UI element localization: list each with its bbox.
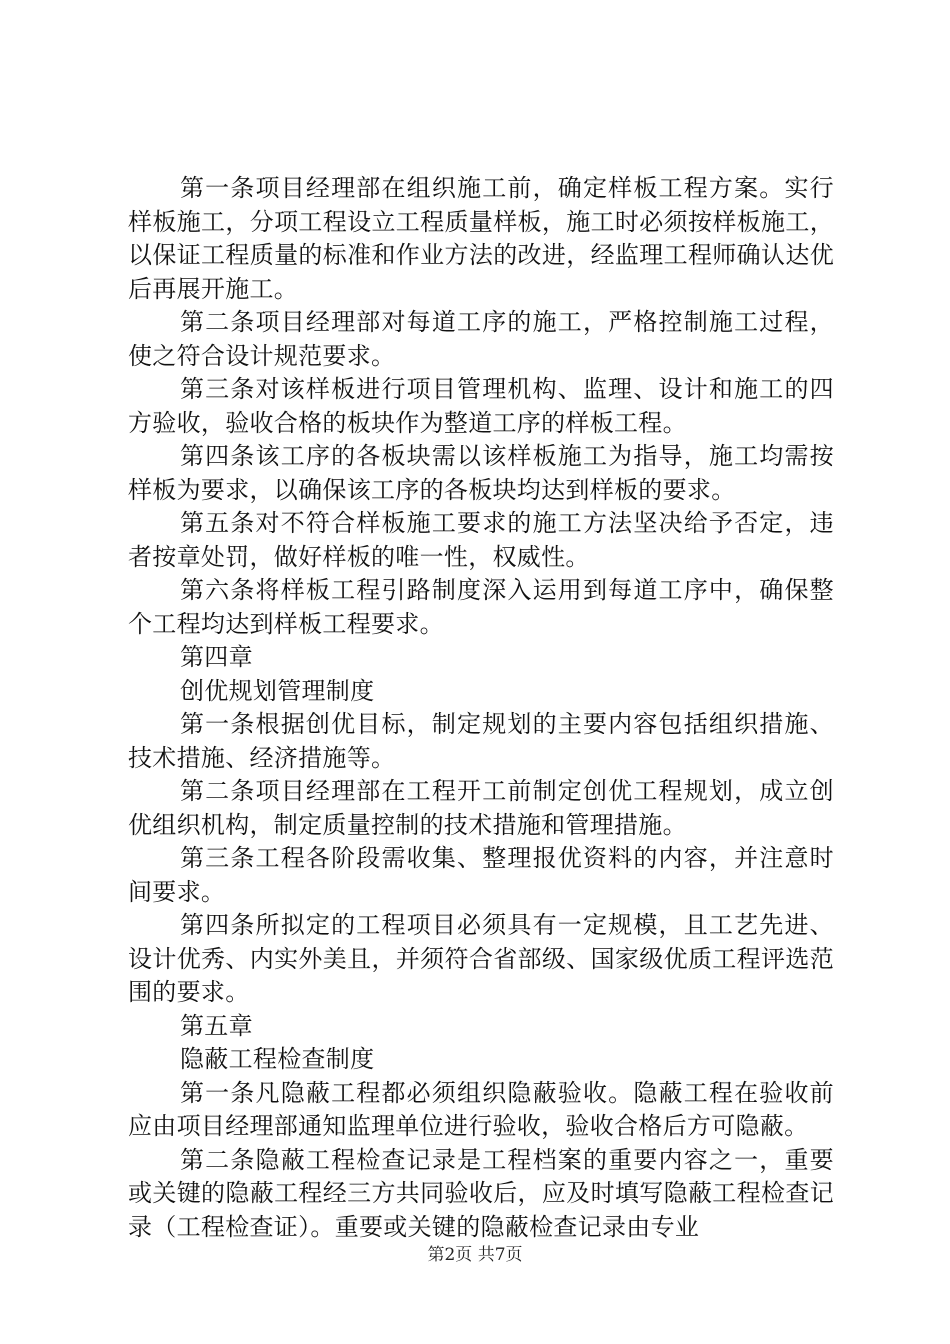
- paragraph: 第四条所拟定的工程项目必须具有一定规模，且工艺先进、设计优秀、内实外美且，并须符合省部级、国家级优质工程评选范围的要求。: [128, 911, 834, 1006]
- paragraph: 第三条工程各阶段需收集、整理报优资料的内容，并注意时间要求。: [128, 844, 834, 906]
- paragraph: 第二条项目经理部在工程开工前制定创优工程规划，成立创优组织机构，制定质量控制的技术措施和管理措施。: [128, 777, 834, 839]
- paragraph: 第二条隐蔽工程检查记录是工程档案的重要内容之一，重要或关键的隐蔽工程经三方共同验收后，应及时填写隐蔽工程检查记录（工程检查证）。重要或关键的隐蔽检查记录由专业: [128, 1145, 834, 1241]
- paragraph: 第一条根据创优目标，制定规划的主要内容包括组织措施、技术措施、经济措施等。: [128, 710, 834, 772]
- paragraph: 第四条该工序的各板块需以该样板施工为指导，施工均需按样板为要求，以确保该工序的各板块均达到样板的要求。: [128, 442, 834, 504]
- paragraph: 第二条项目经理部对每道工序的施工，严格控制施工过程，使之符合设计规范要求。: [128, 308, 834, 370]
- chapter-title: 创优规划管理制度: [180, 676, 375, 705]
- paragraph: 第一条项目经理部在组织施工前，确定样板工程方案。实行样板施工，分项工程设立工程质量样板，施工时必须按样板施工，以保证工程质量的标准和作业方法的改进，经监理工程师确认达优后再展开施工。: [128, 174, 834, 303]
- paragraph: 第三条对该样板进行项目管理机构、监理、设计和施工的四方验收，验收合格的板块作为整道工序的样板工程。: [128, 375, 834, 437]
- paragraph: 第五条对不符合样板施工要求的施工方法坚决给予否定，违者按章处罚，做好样板的唯一性，权威性。: [128, 509, 834, 571]
- chapter-title: 隐蔽工程检查制度: [180, 1045, 375, 1073]
- page-number-footer: 第2页 共7页: [427, 1245, 523, 1265]
- paragraph: 第六条将样板工程引路制度深入运用到每道工序中，确保整个工程均达到样板工程要求。: [128, 576, 834, 638]
- chapter-heading: 第五章: [180, 1011, 253, 1040]
- document-body: [128, 172, 834, 1244]
- paragraph: 第一条凡隐蔽工程都必须组织隐蔽验收。隐蔽工程在验收前应由项目经理部通知监理单位进行验收，验收合格后方可隐蔽。: [128, 1078, 834, 1140]
- chapter-heading: 第四章: [180, 643, 253, 671]
